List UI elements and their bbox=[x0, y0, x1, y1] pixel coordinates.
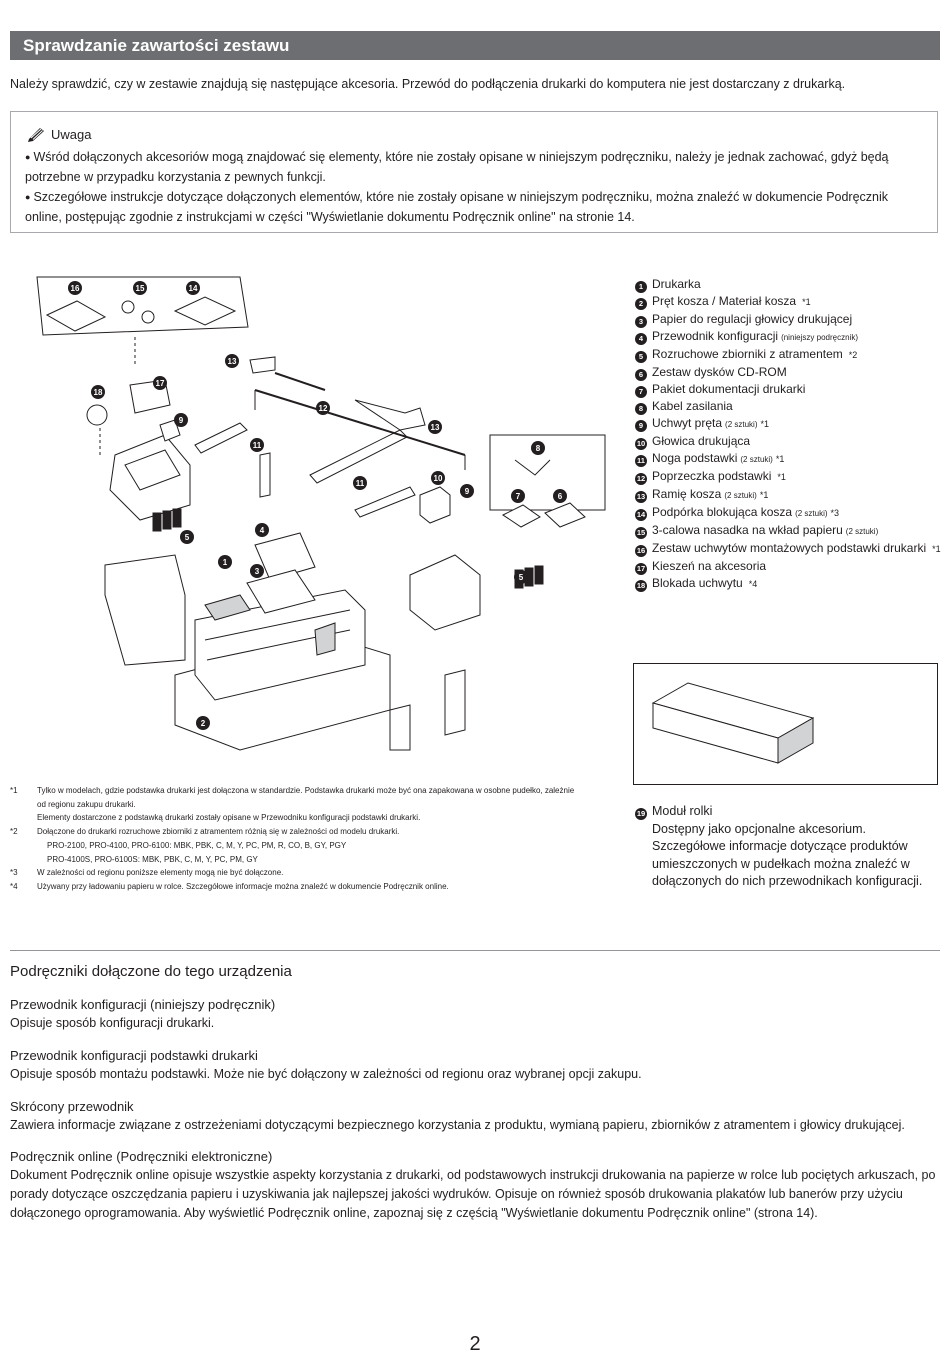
legend-item: 11 Noga podstawki (2 sztuki) *1 bbox=[635, 450, 941, 468]
footnotes bbox=[10, 784, 610, 894]
roll-unit-description: dołączonych do nich przewodnikach konfiguracji. bbox=[652, 874, 923, 888]
svg-text:6: 6 bbox=[557, 492, 563, 501]
legend-item: 16 Zestaw uchwytów montażowych podstawki drukarki *1 bbox=[636, 541, 941, 555]
note-item: ● Szczegółowe instrukcje dotyczące dołączonych elementów, które nie zostały opisane w niniejszym podręczniku, można znaleźć w dokumencie Podręcznik online, postępując zgodnie z instrukcjami w części "Wyświetlanie dokumentu Podręcznik online" na stronie 14. bbox=[25, 190, 889, 224]
manual-entry bbox=[10, 1147, 942, 1223]
svg-text:9: 9 bbox=[178, 416, 184, 425]
svg-text:13: 13 bbox=[227, 357, 237, 366]
svg-text:9: 9 bbox=[464, 487, 470, 496]
svg-text:11: 11 bbox=[252, 441, 262, 450]
legend-item: 12 Poprzeczka podstawki *1 bbox=[636, 469, 786, 483]
note-header bbox=[27, 126, 91, 142]
manuals-heading: Podręczniki dołączone do tego urządzenia bbox=[10, 963, 292, 980]
manual-name: Przewodnik konfiguracji (niniejszy podręcznik) bbox=[10, 997, 276, 1012]
footnote-continuation: Elementy dostarczone z podstawką drukarki zostały opisane w Przewodniku konfiguracji podstawki drukarki. bbox=[37, 813, 421, 823]
legend-item: 17 Kieszeń na akcesoria bbox=[636, 559, 767, 573]
svg-text:4: 4 bbox=[259, 526, 265, 535]
note-item: ● Wśród dołączonych akcesoriów mogą znajdować się elementy, które nie zostały opisane w niniejszym podręczniku, należy je jednak zachować, gdyż będą potrzebne w przypadku korzystania z pewnych funkcji. bbox=[25, 150, 889, 184]
contents-legend bbox=[635, 276, 941, 593]
svg-text:12: 12 bbox=[318, 404, 328, 413]
note-item-text: Szczegółowe instrukcje dotyczące dołączonych elementów, które nie zostały opisane w niniejszym podręczniku, można znaleźć w dokumencie Podręcznik online, postępując zgodnie z instrukcjami w części "Wyświetlanie dokumentu Podręcznik online" na stronie 14. bbox=[25, 190, 889, 224]
stand-leg-drawing bbox=[195, 423, 247, 453]
legend-item: 6 Zestaw dysków CD-ROM bbox=[635, 364, 941, 381]
manual-entry bbox=[10, 1097, 942, 1135]
legend-item: 10 Głowica drukująca bbox=[636, 434, 751, 448]
roll-unit-description: umieszczonych w pudełkach można znaleźć w bbox=[652, 856, 910, 871]
note-box bbox=[10, 111, 938, 233]
manual-description: Opisuje sposób montażu podstawki. Może nie być dołączony w zależności od regionu oraz wybranej opcji zakupu. bbox=[10, 1067, 642, 1081]
note-title: Uwaga bbox=[51, 126, 92, 142]
svg-text:16: 16 bbox=[70, 284, 80, 293]
footnote: *4 Używany przy ładowaniu papieru w rolce. Szczegółowe informacje można znaleźć w dokumencie Podręcznik online. bbox=[10, 881, 449, 891]
legend-item: 1 Drukarka bbox=[635, 276, 941, 293]
footnote-continuation: od regionu zakupu drukarki. bbox=[37, 799, 136, 809]
legend-item: 2 Pręt kosza / Materiał kosza *1 bbox=[635, 293, 941, 311]
svg-text:8: 8 bbox=[535, 444, 541, 453]
legend-item: 8 Kabel zasilania bbox=[635, 398, 941, 415]
legend-item: 3 Papier do regulacji głowicy drukującej bbox=[635, 311, 941, 328]
manual-description: Zawiera informacje związane z ostrzeżeniami dotyczącymi bezpiecznego korzystania z produktu, wymianą papieru, zbiorników z atramentem i głowicy drukującej. bbox=[10, 1118, 905, 1132]
svg-text:2: 2 bbox=[200, 719, 206, 728]
intro-text: Należy sprawdzić, czy w zestawie znajdują się następujące akcesoria. Przewód do podłączenia drukarki do komputera nie jest dostarczany z drukarką. bbox=[10, 77, 846, 91]
footnote-models: PRO-4100S, PRO-6100S: MBK, PBK, C, M, Y, PC, PM, GY bbox=[47, 854, 258, 864]
note-item-text: Wśród dołączonych akcesoriów mogą znajdować się elementy, które nie zostały opisane w niniejszym podręczniku, należy je jednak zachować, gdyż będą potrzebne w przypadku korzystania z pewnych funkcji. bbox=[25, 150, 889, 184]
footnote: *1 Tylko w modelach, gdzie podstawka drukarki jest dołączona w standardzie. Podstawka drukarki może być ona zapakowana w osobne pudełko, zależnie bbox=[10, 786, 575, 795]
roll-unit-description: Szczegółowe informacje dotyczące produktów bbox=[652, 839, 908, 853]
pencil-icon bbox=[27, 126, 47, 142]
legend-item: 19 Moduł rolki bbox=[636, 804, 713, 818]
svg-text:13: 13 bbox=[430, 423, 440, 432]
manual-entry bbox=[10, 1046, 942, 1084]
basket-arm-drawing bbox=[250, 357, 275, 373]
svg-text:5: 5 bbox=[518, 573, 524, 582]
manual-entry bbox=[10, 995, 942, 1033]
manual-description: Dokument Podręcznik online opisuje wszystkie aspekty korzystania z drukarki, od podstawowych instrukcji drukowania na papierze w rolce lub pociętych arkuszach, po porady dotyczące oszczędzania papieru i uzyskiwania jak najlepszej jakości wydruków. Opisuje on również sposób drukowania plakatów lub banerów przy użyciu dołączonego oprogramowania. Aby wyświetlić Podręcznik online, zapoznaj się z częścią "Wyświetlanie dokumentu Podręcznik online" (strona 14). bbox=[10, 1168, 936, 1220]
foam-packaging-drawing bbox=[105, 555, 185, 665]
svg-text:1: 1 bbox=[222, 558, 228, 567]
print-head-box-drawing bbox=[420, 487, 450, 523]
foam-box-left-drawing bbox=[110, 435, 190, 520]
legend-item: 9 Uchwyt pręta (2 sztuki) *1 bbox=[635, 415, 941, 433]
manual-name: Podręcznik online (Podręczniki elektroniczne) bbox=[10, 1149, 273, 1164]
roll-unit-description: Dostępny jako opcjonalne akcesorium. bbox=[652, 821, 867, 836]
svg-text:18: 18 bbox=[93, 388, 103, 397]
manual-description: Opisuje sposób konfiguracji drukarki. bbox=[10, 1016, 215, 1030]
legend-item: 18 Blokada uchwytu *4 bbox=[636, 576, 758, 590]
svg-text:3: 3 bbox=[254, 567, 260, 576]
manual-name: Skrócony przewodnik bbox=[10, 1099, 134, 1114]
legend-item: 13 Ramię kosza (2 sztuki) *1 bbox=[636, 487, 769, 501]
page-number: 2 bbox=[469, 1333, 481, 1355]
roll-unit-box-drawing bbox=[633, 663, 938, 785]
legend-item: 14 Podpórka blokująca kosza (2 sztuki) *3 bbox=[636, 505, 840, 519]
svg-text:14: 14 bbox=[188, 284, 198, 293]
footnote-models: PRO-2100, PRO-4100, PRO-6100: MBK, PBK, C, M, Y, PC, PM, R, CO, B, GY, PGY bbox=[47, 840, 347, 850]
section-title: Sprawdzanie zawartości zestawu bbox=[23, 36, 290, 55]
legend-item: 7 Pakiet dokumentacji drukarki bbox=[635, 381, 941, 398]
footnote: *3 W zależności od regionu poniższe elementy mogą nie być dołączone. bbox=[10, 868, 284, 878]
legend-item: 5 Rozruchowe zbiorniki z atramentem *2 bbox=[635, 346, 941, 364]
svg-text:5: 5 bbox=[184, 533, 190, 542]
package-contents-illustration bbox=[25, 265, 625, 755]
section-header bbox=[10, 31, 940, 60]
section-divider bbox=[10, 950, 940, 951]
svg-text:15: 15 bbox=[135, 284, 145, 293]
manual-name: Przewodnik konfiguracji podstawki drukarki bbox=[10, 1048, 258, 1063]
svg-text:7: 7 bbox=[515, 492, 521, 501]
svg-text:10: 10 bbox=[433, 474, 443, 483]
legend-item: 4 Przewodnik konfiguracji (niniejszy podręcznik) bbox=[635, 328, 941, 346]
legend-item: 15 3-calowa nasadka na wkład papieru (2 sztuki) bbox=[636, 523, 879, 537]
svg-text:17: 17 bbox=[155, 379, 165, 388]
svg-text:11: 11 bbox=[355, 479, 365, 488]
roll-unit-legend bbox=[635, 803, 922, 891]
footnote: *2 Dołączone do drukarki rozruchowe zbiorniki z atramentem różnią się w zależności od modelu drukarki. bbox=[10, 827, 400, 837]
ink-tanks-drawing bbox=[153, 509, 543, 588]
